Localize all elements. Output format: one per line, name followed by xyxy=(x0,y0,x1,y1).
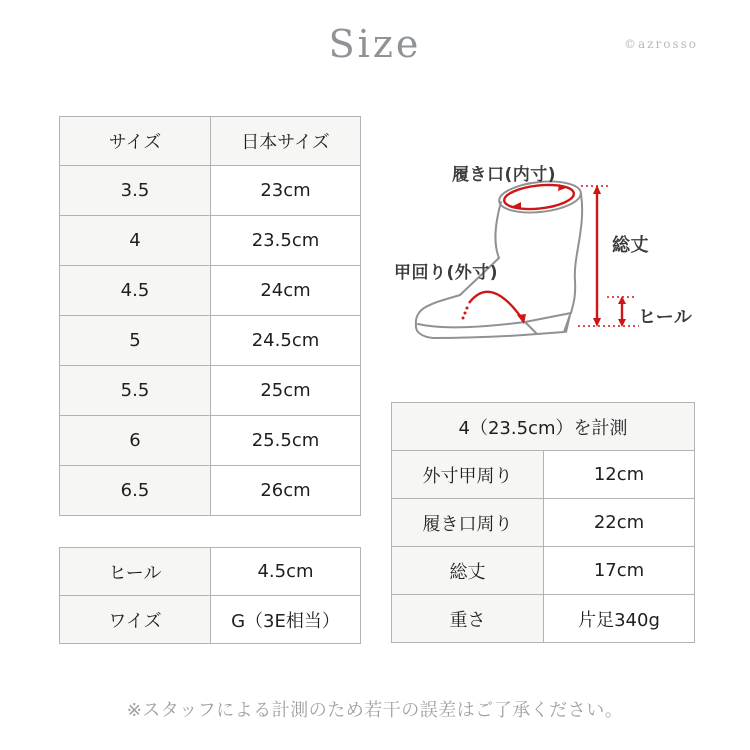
table-row xyxy=(60,466,361,516)
measure-value-opening: 22cm xyxy=(544,499,695,547)
column-header-size: サイズ xyxy=(60,117,211,166)
measure-label-total-height: 総丈 xyxy=(392,547,544,595)
measurement-table xyxy=(391,402,695,643)
measure-label-opening: 履き口周り xyxy=(392,499,544,547)
table-row xyxy=(60,316,361,366)
japan-size-cell: 26cm xyxy=(211,466,361,516)
diagram-label-instep: 甲回り(外寸) xyxy=(394,263,499,283)
measure-label-weight: 重さ xyxy=(392,595,544,643)
heel-width-table xyxy=(59,547,361,644)
size-cell: 4.5 xyxy=(60,266,211,316)
size-cell: 6 xyxy=(60,416,211,466)
measure-value-weight: 片足340g xyxy=(544,595,695,643)
size-cell: 6.5 xyxy=(60,466,211,516)
column-header-japan-size: 日本サイズ xyxy=(211,117,361,166)
page-title: Size xyxy=(328,22,422,66)
spec-value-heel: 4.5cm xyxy=(211,548,361,596)
table-row xyxy=(392,595,695,643)
spec-label-width: ワイズ xyxy=(60,596,211,644)
spec-value-width: G（3E相当） xyxy=(211,596,361,644)
japan-size-cell: 24.5cm xyxy=(211,316,361,366)
size-cell: 5 xyxy=(60,316,211,366)
table-row xyxy=(392,547,695,595)
size-cell: 3.5 xyxy=(60,166,211,216)
table-row xyxy=(60,166,361,216)
table-row xyxy=(60,596,361,644)
table-row xyxy=(60,548,361,596)
japan-size-cell: 23cm xyxy=(211,166,361,216)
table-row xyxy=(60,416,361,466)
size-cell: 5.5 xyxy=(60,366,211,416)
measurement-table-title: 4（23.5cm）を計測 xyxy=(392,403,695,451)
table-row xyxy=(60,266,361,316)
diagram-label-opening: 履き口(内寸) xyxy=(452,165,557,185)
size-conversion-table xyxy=(59,116,361,516)
measure-value-instep: 12cm xyxy=(544,451,695,499)
table-row xyxy=(60,366,361,416)
table-row xyxy=(392,451,695,499)
spec-label-heel: ヒール xyxy=(60,548,211,596)
size-cell: 4 xyxy=(60,216,211,266)
table-header-row xyxy=(60,117,361,166)
japan-size-cell: 25.5cm xyxy=(211,416,361,466)
instep-arc xyxy=(469,292,523,320)
measure-value-total-height: 17cm xyxy=(544,547,695,595)
brand-copyright: ©azrosso xyxy=(624,37,698,51)
measurement-disclaimer: ※スタッフによる計測のため若干の誤差はご了承ください。 xyxy=(126,700,624,721)
table-row xyxy=(60,216,361,266)
table-header-row xyxy=(392,403,695,451)
diagram-label-total-height: 総丈 xyxy=(612,235,649,256)
japan-size-cell: 24cm xyxy=(211,266,361,316)
table-row xyxy=(392,499,695,547)
japan-size-cell: 25cm xyxy=(211,366,361,416)
japan-size-cell: 23.5cm xyxy=(211,216,361,266)
measure-label-instep: 外寸甲周り xyxy=(392,451,544,499)
diagram-label-heel: ヒール xyxy=(638,307,693,328)
